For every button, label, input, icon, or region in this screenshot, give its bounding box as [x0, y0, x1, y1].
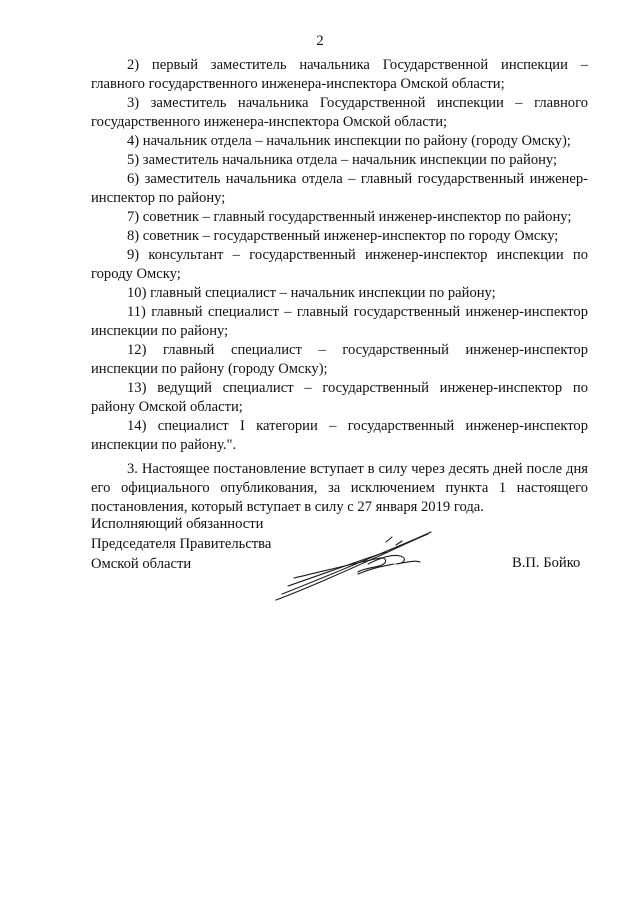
list-item-8: 8) советник – государственный инженер-инспектор по городу Омску;	[127, 228, 559, 244]
list-item-2: 2) первый заместитель начальника Государственной инспекции – главного государственного инженера-инспектора Омской области;	[91, 57, 588, 92]
signatory-position-line-1: Исполняющий обязанности	[91, 516, 264, 532]
signatory-block	[91, 514, 271, 574]
list-item-9: 9) консультант – государственный инженер-инспектор инспекции по городу Омску;	[91, 247, 588, 282]
list-item-12: 12) главный специалист – государственный инженер-инспектор инспекции по району (городу Омску);	[91, 342, 588, 377]
signatory-position-line-3: Омской области	[91, 556, 192, 572]
document-body	[91, 56, 588, 517]
signatory-position-line-2: Председателя Правительства	[91, 536, 272, 552]
list-item-14: 14) специалист I категории – государственный инженер-инспектор инспекции по району.".	[91, 418, 588, 453]
signer-name: В.П. Бойко	[512, 555, 581, 571]
list-item-11: 11) главный специалист – главный государственный инженер-инспектор инспекции по району;	[91, 304, 588, 339]
list-item-7: 7) советник – главный государственный инженер-инспектор по району;	[127, 209, 572, 225]
list-item-13: 13) ведущий специалист – государственный инженер-инспектор по району Омской области;	[91, 380, 588, 415]
list-item-3: 3) заместитель начальника Государственной инспекции – главного государственного инженера-инспектора Омской области;	[91, 95, 588, 130]
list-item-5: 5) заместитель начальника отдела – начальник инспекции по району;	[127, 152, 558, 168]
list-item-4: 4) начальник отдела – начальник инспекции по району (городу Омску);	[127, 133, 571, 149]
list-item-6: 6) заместитель начальника отдела – главный государственный инженер-инспектор по району;	[91, 171, 588, 206]
effective-date-paragraph: 3. Настоящее постановление вступает в силу через десять дней после дня его официального опубликования, за исключением пункта 1 настоящего постановления, который вступает в силу с 27 января 2019 года.	[91, 461, 588, 515]
page-number: 2	[316, 33, 324, 49]
list-item-10: 10) главный специалист – начальник инспекции по району;	[127, 285, 496, 301]
handwritten-signature	[268, 528, 438, 606]
